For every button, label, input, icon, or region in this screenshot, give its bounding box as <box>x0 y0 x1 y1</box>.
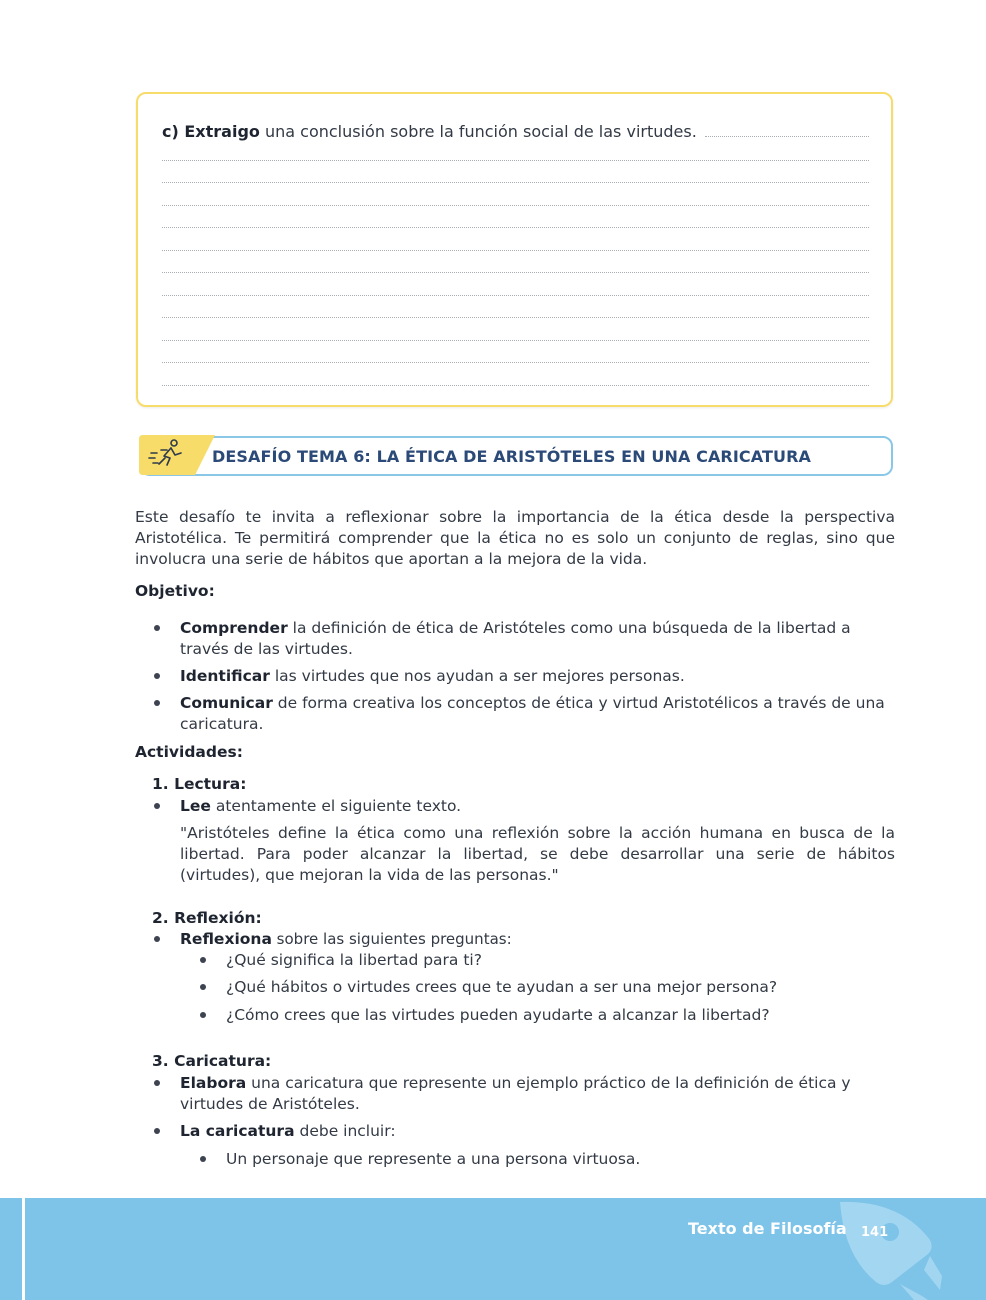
reading-text: atentamente el siguiente texto. <box>210 797 462 815</box>
intro-line: Este desafío te invita a reflexionar sobre la importancia de la ética desde la perspectiva <box>135 508 895 526</box>
answer-line[interactable] <box>162 250 869 251</box>
quote-line: que mejoran la vida de las personas." <box>265 866 559 884</box>
objective-text: las virtudes que nos ayudan a ser mejores personas. <box>269 667 685 685</box>
caricature-text: virtudes de Aristóteles. <box>180 1095 360 1113</box>
question-item <box>226 950 886 971</box>
bullet-icon <box>154 1128 160 1134</box>
intro-paragraph <box>135 507 895 570</box>
answer-line[interactable] <box>705 136 869 137</box>
answer-prompt <box>162 122 869 141</box>
reading-keyword: Lee <box>180 797 211 815</box>
caricature-sub-text: Un personaje que represente a una persona virtuosa. <box>226 1150 641 1168</box>
challenge-title: DESAFÍO TEMA 6: LA ÉTICA DE ARISTÓTELES EN UNA CARICATURA <box>212 447 811 466</box>
activities-heading: Actividades: <box>135 743 243 761</box>
question-text: ¿Qué significa la libertad para ti? <box>226 951 482 969</box>
answer-line[interactable] <box>162 295 869 296</box>
intro-line: Aristotélica. Te permitirá comprender que la ética no es solo un conjunto de reglas, sino que <box>135 529 895 547</box>
bullet-icon <box>154 1080 160 1086</box>
answer-line[interactable] <box>162 317 869 318</box>
bullet-icon <box>200 957 206 963</box>
reflection-heading: 2. Reflexión: <box>152 909 262 927</box>
bullet-icon <box>154 803 160 809</box>
answer-line[interactable] <box>162 272 869 273</box>
answer-line[interactable] <box>162 182 869 183</box>
objective-text: caricatura. <box>180 715 264 733</box>
objective-text: través de las virtudes. <box>180 640 353 658</box>
caricature-sub-item <box>226 1149 886 1170</box>
question-item <box>226 977 886 998</box>
bullet-icon <box>200 984 206 990</box>
bullet-icon <box>154 625 160 631</box>
objective-item <box>180 693 895 735</box>
objective-keyword: Identificar <box>180 667 270 685</box>
caricature-heading: 3. Caricatura: <box>152 1052 272 1070</box>
answer-line[interactable] <box>162 385 869 386</box>
question-text: ¿Cómo crees que las virtudes pueden ayudarte a alcanzar la libertad? <box>226 1006 770 1024</box>
quote-line: "Aristóteles define la ética como una reflexión sobre la acción humana en busca de la <box>180 824 895 842</box>
answer-label: c) Extraigo <box>162 122 260 141</box>
reflection-keyword: Reflexiona <box>180 930 272 948</box>
intro-line: involucra una serie de hábitos que aportan a la mejora de la vida. <box>135 550 648 568</box>
objective-text: de forma creativa los conceptos de ética y virtud Aristotélicos a través de una <box>272 694 885 712</box>
caricature-text: una caricatura que represente un ejemplo práctico de la definición de ética y <box>246 1074 851 1092</box>
reading-quote <box>180 823 895 886</box>
objective-heading: Objetivo: <box>135 582 215 600</box>
caricature-keyword: La caricatura <box>180 1122 295 1140</box>
running-person-icon <box>137 431 217 479</box>
answer-line[interactable] <box>162 205 869 206</box>
reading-heading: 1. Lectura: <box>152 775 247 793</box>
objective-text: la definición de ética de Aristóteles como una búsqueda de la libertad a <box>287 619 851 637</box>
book-title: Texto de Filosofía <box>688 1219 847 1238</box>
objective-keyword: Comunicar <box>180 694 273 712</box>
question-text: ¿Qué hábitos o virtudes crees que te ayudan a ser una mejor persona? <box>226 978 778 996</box>
answer-line[interactable] <box>162 340 869 341</box>
caricature-text: debe incluir: <box>294 1122 396 1140</box>
footer-stripe <box>22 1198 25 1300</box>
question-item <box>226 1005 886 1026</box>
objective-item <box>180 666 880 687</box>
objective-item <box>180 618 880 660</box>
page-number: 141 <box>861 1225 889 1240</box>
answer-line[interactable] <box>162 227 869 228</box>
answer-line[interactable] <box>162 362 869 363</box>
reflection-item <box>180 929 880 950</box>
bullet-icon <box>200 1156 206 1162</box>
caricature-item <box>180 1073 880 1115</box>
reflection-text: sobre las siguientes preguntas: <box>271 930 512 948</box>
caricature-keyword: Elabora <box>180 1074 247 1092</box>
answer-box <box>136 92 893 407</box>
reading-item <box>180 796 880 817</box>
challenge-header <box>140 436 893 476</box>
rocket-icon <box>830 1196 950 1300</box>
caricature-item <box>180 1121 880 1142</box>
quote-line: libertad. Para poder alcanzar la libertad, se debe desarrollar una serie de hábitos (virtudes), <box>180 845 895 884</box>
answer-prompt-text: una conclusión sobre la función social de las virtudes. <box>264 122 697 141</box>
bullet-icon <box>154 700 160 706</box>
objective-keyword: Comprender <box>180 619 288 637</box>
answer-line[interactable] <box>162 160 869 161</box>
bullet-icon <box>200 1012 206 1018</box>
bullet-icon <box>154 936 160 942</box>
bullet-icon <box>154 673 160 679</box>
